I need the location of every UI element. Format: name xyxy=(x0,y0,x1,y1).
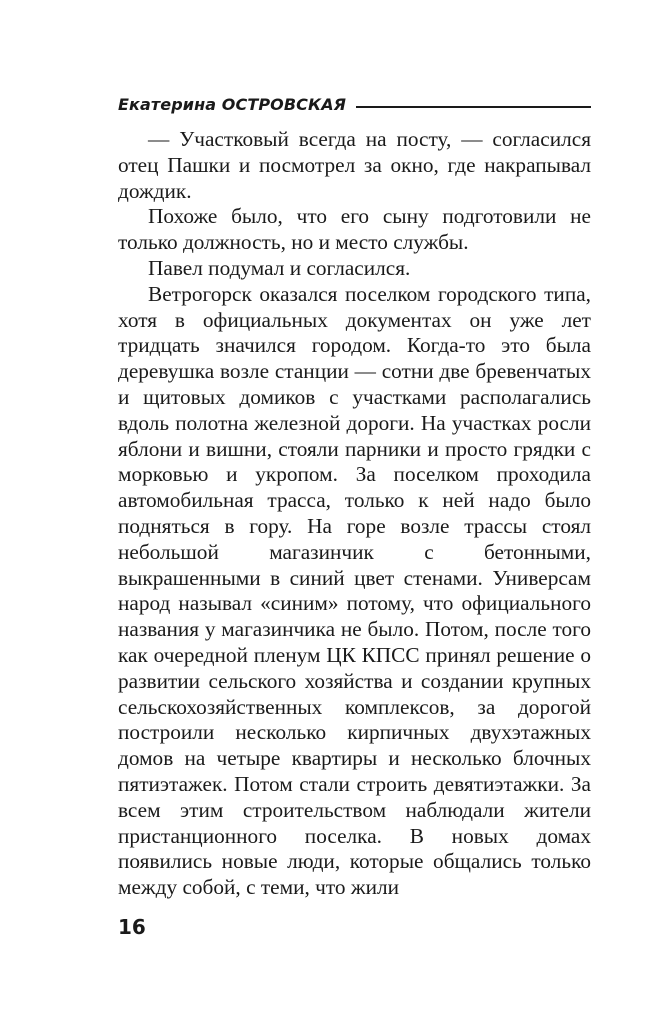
header-author: Екатерина ОСТРОВСКАЯ xyxy=(118,94,347,114)
body-text xyxy=(118,127,591,901)
header-rule xyxy=(356,106,591,108)
paragraph: Павел подумал и согласился. xyxy=(148,255,411,280)
paragraph: Похоже было, что его сыну подготовили не только должность, но и место службы. xyxy=(118,204,591,255)
paragraph: — Участковый всегда на посту, — согласился отец Пашки и посмотрел за окно, где накрапывал дождик. xyxy=(118,127,591,203)
page-number: 16 xyxy=(118,915,146,939)
running-header xyxy=(118,92,591,116)
paragraph: Ветрогорск оказался поселком городского типа, хотя в официальных документах он уже лет тридцать значился городом. Когда-то это была деревушка возле станции — сотни две бревенчатых и щитовых домиков с участками располагались вдоль полотна железной дороги. На участках росли яблони и вишни, стояли парники и просто грядки с морковью и укропом. За поселком проходила автомобильная трасса, только к ней надо было подняться в гору. На горе возле трассы стоял небольшой магазинчик с бетонными, выкрашенными в синий цвет стенами. Универсам народ называл «синим» потому, что официального названия у магазинчика не было. Потом, после того как очередной пленум ЦК КПСС принял решение о развитии сельского хозяйства и создании крупных сельскохозяйственных комплексов, за дорогой построили несколько кирпичных двухэтажных домов на четыре квартиры и несколько блочных пятиэтажек. Потом стали строить девятиэтажки. За всем этим строительством наблюдали жители пристанционного поселка. В новых домах появились новые люди, которые общались только между собой, с теми, что жили xyxy=(118,281,591,900)
